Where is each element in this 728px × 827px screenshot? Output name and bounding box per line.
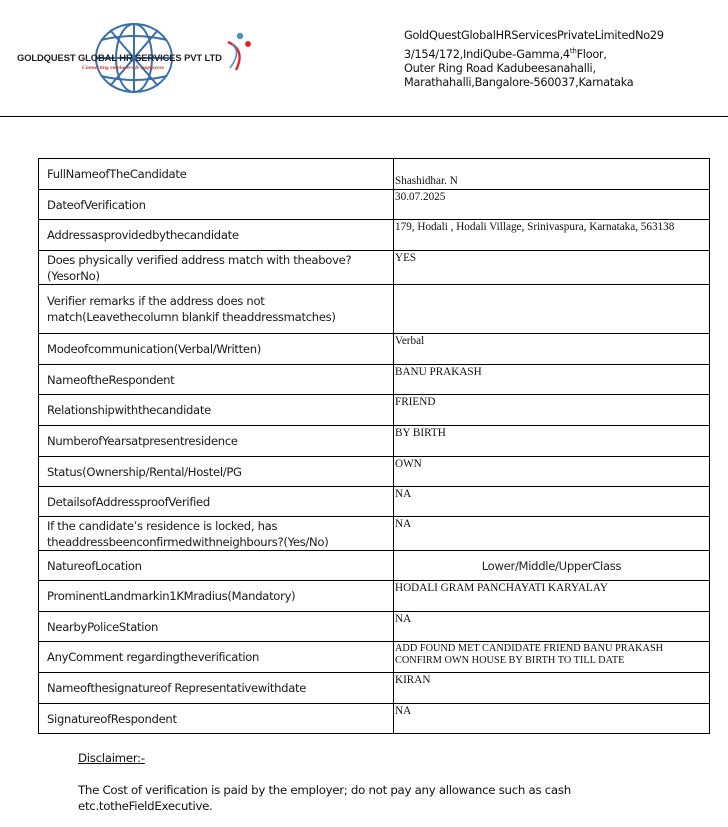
row-value-address-match: YES [394,251,710,285]
row-value-neighbours: NA [394,517,710,551]
row-label: DetailsofAddressproofVerified [39,487,394,517]
table-row [39,159,710,190]
company-address [404,29,664,91]
row-label: DateofVerification [39,190,394,220]
row-value-verifier-remarks [394,285,710,334]
row-value-representative: KIRAN [394,673,710,704]
row-label: NameoftheRespondent [39,365,394,395]
table-row [39,642,710,673]
row-value-respondent: BANU PRAKASH [394,365,710,395]
row-label: Status(Ownership/Rental/Hostel/PG [39,457,394,487]
logo-company-name: GOLDQUEST GLOBAL HR SERVICES PVT LTD [17,52,222,63]
row-label: Modeofcommunication(Verbal/Written) [39,334,394,365]
company-logo [14,20,264,100]
table-row [39,581,710,612]
table-row [39,426,710,457]
address-line-1: GoldQuestGlobalHRServicesPrivateLimitedNo29 [404,29,664,42]
address-line-4: Marathahalli,Bangalore-560037,Karnataka [404,76,634,90]
table-row [39,365,710,395]
header-divider [0,116,728,117]
row-value-landmark: HODALI GRAM PANCHAYATI KARYALAY [394,581,710,612]
table-row [39,395,710,426]
row-label: NumberofYearsatpresentresidence [39,426,394,457]
row-label: If the candidate’s residence is locked, has theaddressbeenconfirmedwithneighbours?(Yes/No) [39,517,394,551]
row-label: SignatureofRespondent [39,704,394,734]
verification-form-table [38,158,710,734]
row-value-address-proof: NA [394,487,710,517]
row-value-candidate-name: Shashidhar. N [394,159,710,190]
row-label: FullNameofTheCandidate [39,159,394,190]
disclaimer-title: Disclaimer:- [78,751,145,765]
row-value-address: 179, Hodali , Hodali Village, Srinivaspura, Karnataka, 563138 [394,220,710,251]
address-line-2 [404,44,664,62]
table-row [39,612,710,642]
row-label: Does physically verified address match with theabove? (YesorNo) [39,251,394,285]
row-label: Nameofthesignatureof Representativewithdate [39,673,394,704]
row-label: NearbyPoliceStation [39,612,394,642]
row-label: Verifier remarks if the address does not match(Leavethecolumn blankif theaddressmatches) [39,285,394,334]
row-value-comment: ADD FOUND MET CANDIDATE FRIEND BANU PRAKASH CONFIRM OWN HOUSE BY BIRTH TO TILL DATE [394,642,710,673]
row-value-police-station: NA [394,612,710,642]
table-row [39,704,710,734]
table-row [39,517,710,551]
row-label: Addressasprovidedbythecandidate [39,220,394,251]
row-value-respondent-signature: NA [394,704,710,734]
table-row [39,334,710,365]
row-value-mode: Verbal [394,334,710,365]
row-label: AnyComment regardingtheverification [39,642,394,673]
row-value-years: BY BIRTH [394,426,710,457]
table-row [39,487,710,517]
table-row [39,285,710,334]
table-row [39,220,710,251]
person-mark-icon [228,33,251,70]
logo-tagline: Connecting employers & employees [82,65,165,71]
row-value-date: 30.07.2025 [394,190,710,220]
table-row [39,457,710,487]
address-line-2-floor: Floor, [576,47,607,61]
row-value-status: OWN [394,457,710,487]
row-label: NatureofLocation [39,551,394,581]
table-row [39,251,710,285]
row-value-location-nature: Lower/Middle/UpperClass [394,551,710,581]
disclaimer-body: The Cost of verification is paid by the employer; do not pay any allowance such as cash etc.totheFieldExecutive. [78,783,571,813]
table-row [39,551,710,581]
row-label: Relationshipwiththecandidate [39,395,394,426]
table-row [39,190,710,220]
address-line-2-text: 3/154/172,IndiQube-Gamma,4 [404,47,570,61]
address-line-2-sup: th [569,46,577,55]
row-label: ProminentLandmarkin1KMradius(Mandatory) [39,581,394,612]
address-line-3: Outer Ring Road Kadubeesanahalli, [404,61,596,75]
table-row [39,673,710,704]
row-value-relationship: FRIEND [394,395,710,426]
